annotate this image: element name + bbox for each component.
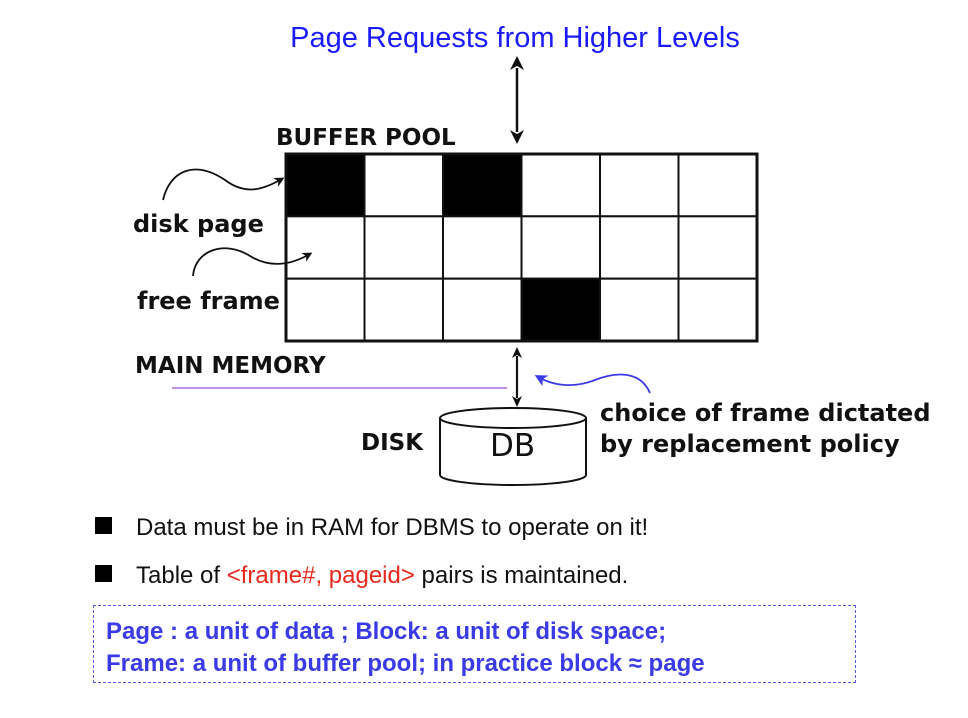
disk-page-arrow <box>163 170 280 200</box>
free-frame-cell <box>600 216 679 278</box>
main-memory-label: MAIN MEMORY <box>135 353 326 379</box>
free-frame-cell <box>365 154 444 216</box>
free-frame-cell <box>365 216 444 278</box>
bullet-highlight: <frame#, pageid> <box>226 562 415 589</box>
free-frame-cell <box>522 154 601 216</box>
bullet-item <box>95 514 648 542</box>
square-bullet-icon <box>95 517 112 534</box>
disk-page-label: disk page <box>133 210 264 238</box>
request-arrow <box>510 56 524 144</box>
db-label: DB <box>490 428 536 464</box>
occupied-frame <box>443 154 522 216</box>
free-frame-cell <box>600 279 679 341</box>
bullet-text-suffix: pairs is maintained. <box>414 562 629 589</box>
free-frame-label: free frame <box>137 287 280 315</box>
free-frame-cell <box>286 279 365 341</box>
policy-text-line1: choice of frame dictated <box>600 399 931 427</box>
occupied-frame <box>522 279 601 341</box>
policy-arrow <box>540 374 650 393</box>
free-frame-cell <box>365 279 444 341</box>
occupied-frame <box>286 154 365 216</box>
bullet-text: Data must be in RAM for DBMS to operate on it! <box>136 514 649 541</box>
disk-label: DISK <box>361 430 424 456</box>
free-frame-cell <box>286 216 365 278</box>
free-frame-cell <box>679 279 758 341</box>
free-frame-cell <box>679 216 758 278</box>
definition-line-1: Page : a unit of data ; Block: a unit of disk space; <box>106 618 667 645</box>
policy-text-line2: by replacement policy <box>600 430 900 458</box>
free-frame-cell <box>679 154 758 216</box>
definitions-box <box>93 605 856 683</box>
free-frame-cell <box>443 216 522 278</box>
bullet-item <box>95 562 628 590</box>
definition-line-2: Frame: a unit of buffer pool; in practice block ≈ page <box>106 650 705 677</box>
buffer-pool-label: BUFFER POOL <box>276 125 456 151</box>
page-title: Page Requests from Higher Levels <box>290 22 740 54</box>
free-frame-cell <box>600 154 679 216</box>
free-frame-cell <box>443 279 522 341</box>
square-bullet-icon <box>95 565 112 582</box>
buffer-pool-grid <box>286 154 757 341</box>
bullet-text-prefix: Table of <box>136 562 227 589</box>
disk-transfer-arrow <box>512 347 522 407</box>
free-frame-cell <box>522 216 601 278</box>
